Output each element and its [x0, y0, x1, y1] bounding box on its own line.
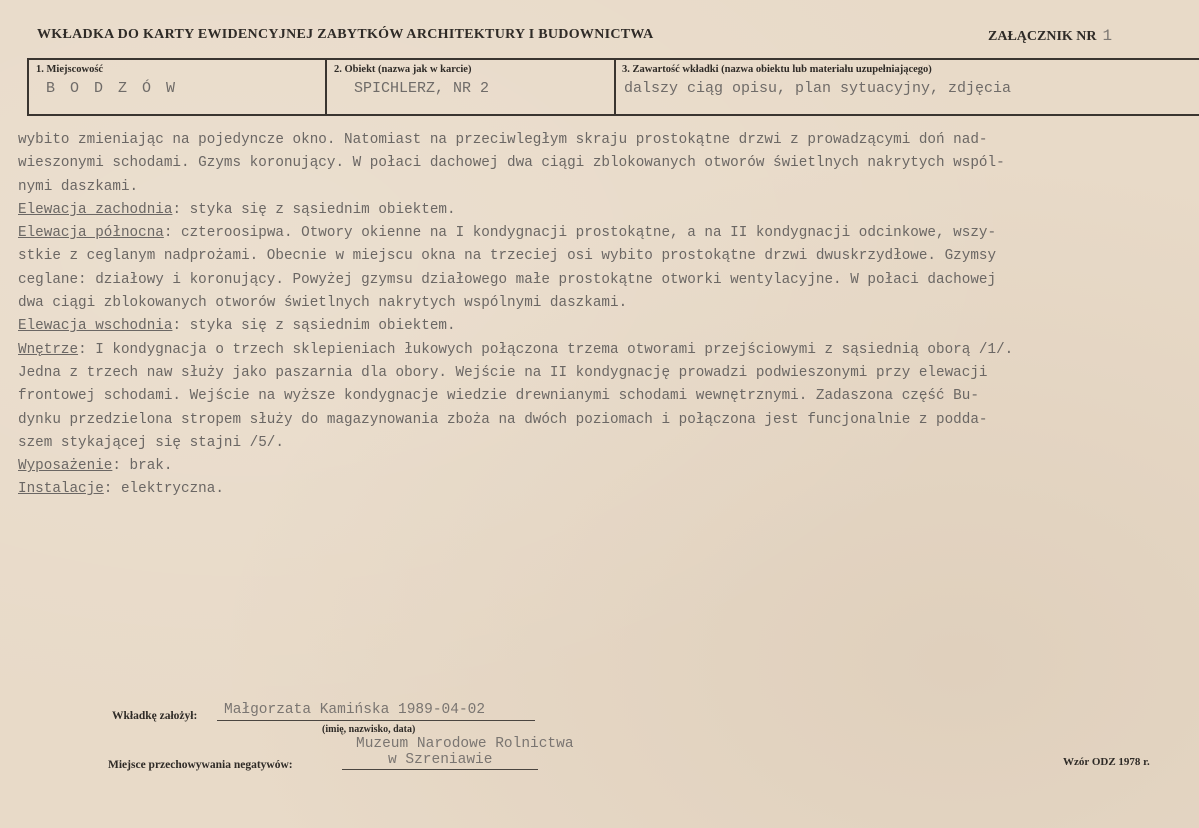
description-text: dwa ciągi zblokowanych otworów świetlnych nakrytych wspólnymi daszkami. — [18, 295, 628, 312]
section-heading: Elewacja północna — [18, 225, 164, 242]
section-heading: Elewacja wschodnia — [18, 318, 173, 335]
description-text: : czteroosipwa. Otwory okienne na I kondygnacji prostokątne, a na II kondygnacji odcinkowe, wszy- — [163, 225, 997, 242]
description-line — [18, 199, 1193, 222]
annex-label-text: ZAŁĄCZNIK NR — [988, 29, 1097, 44]
description-line — [18, 432, 1193, 455]
description-line — [18, 362, 1193, 385]
negatives-value-line2: w Szreniawie — [388, 752, 493, 768]
description-text: szem stykającej się stajni /5/. — [18, 434, 284, 451]
header-divider-2 — [614, 58, 616, 116]
description-text: : brak. — [112, 458, 173, 475]
description-body — [18, 129, 1193, 502]
form-model: Wzór ODZ 1978 r. — [1063, 756, 1150, 768]
created-by-label: Wkładkę założył: — [112, 710, 198, 722]
description-line — [18, 339, 1193, 362]
description-text: : styka się z sąsiednim obiektem. — [172, 318, 456, 335]
description-text: frontowej schodami. Wejście na wyższe kondygnacje wiedzie drewnianymi schodami wewnętrznymi. Zadaszona część Bu- — [18, 388, 979, 405]
description-text: nymi daszkami. — [18, 178, 139, 195]
description-line — [18, 455, 1193, 478]
section-heading: Wnętrze — [18, 341, 79, 358]
negatives-rule — [342, 769, 538, 770]
section-heading: Wyposażenie — [18, 458, 113, 475]
description-line — [18, 385, 1193, 408]
description-line — [18, 222, 1193, 245]
object-label: 2. Obiekt (nazwa jak w karcie) — [334, 64, 472, 75]
description-line — [18, 315, 1193, 338]
header-top-rule — [27, 58, 1199, 60]
annex-number: 1 — [1102, 27, 1113, 45]
description-line — [18, 409, 1193, 432]
description-text: : styka się z sąsiednim obiektem. — [172, 201, 456, 218]
location-value: B O D Z Ó W — [46, 80, 179, 97]
description-text: : elektryczna. — [103, 481, 224, 498]
description-text: : I kondygnacja o trzech sklepieniach łukowych połączona trzema otworami przejściowymi z sąsiednią oborą /1/. — [78, 341, 1014, 358]
description-line — [18, 478, 1193, 501]
description-line — [18, 152, 1193, 175]
section-heading: Elewacja zachodnia — [18, 201, 173, 218]
description-line — [18, 269, 1193, 292]
description-line — [18, 292, 1193, 315]
card-title: WKŁADKA DO KARTY EWIDENCYJNEJ ZABYTKÓW ARCHITEKTURY I BUDOWNICTWA — [37, 27, 654, 42]
header-bottom-rule — [27, 114, 1199, 116]
location-label: 1. Miejscowość — [36, 64, 104, 75]
description-text: wieszonymi schodami. Gzyms koronujący. W połaci dachowej dwa ciągi zblokowanych otworów świetlnych nakrytych wspól- — [18, 155, 1005, 172]
created-by-value: Małgorzata Kamińska 1989-04-02 — [224, 702, 486, 718]
description-text: ceglane: działowy i koronujący. Powyżej gzymsu działowego małe prostokątne otworki wentylacyjne. W połaci dachowej — [18, 271, 997, 288]
section-heading: Instalacje — [18, 481, 104, 498]
object-value: SPICHLERZ, NR 2 — [354, 80, 490, 97]
created-by-rule — [217, 720, 535, 721]
description-line — [18, 245, 1193, 268]
negatives-value-line1: Muzeum Narodowe Rolnictwa — [356, 736, 574, 752]
description-line — [18, 129, 1193, 152]
created-by-hint: (imię, nazwisko, data) — [322, 724, 416, 735]
contents-value: dalszy ciąg opisu, plan sytuacyjny, zdjęcia — [624, 80, 1012, 97]
description-line — [18, 176, 1193, 199]
description-text: dynku przedzielona stropem służy do magazynowania zboża na dwóch poziomach i połączona jest funcjonalnie z podda- — [18, 411, 988, 428]
description-text: wybito zmieniając na pojedyncze okno. Natomiast na przeciwległym skraju prostokątne drzwi z prowadzącymi doń nad- — [18, 132, 988, 148]
description-text: stkie z ceglanym nadprożami. Obecnie w miejscu okna na trzeciej osi wybito prostokątne drzwi dwuskrzydłowe. Gzymsy — [18, 248, 997, 265]
header-left-rule — [27, 58, 29, 116]
annex-label — [988, 27, 1112, 45]
contents-label: 3. Zawartość wkładki (nazwa obiektu lub materiału uzupełniającego) — [622, 64, 932, 75]
description-text: Jedna z trzech naw służy jako paszarnia dla obory. Wejście na II kondygnację prowadzi podwieszonymi przy elewacji — [18, 364, 988, 381]
header-divider-1 — [325, 58, 327, 116]
negatives-label: Miejsce przechowywania negatywów: — [108, 759, 293, 771]
